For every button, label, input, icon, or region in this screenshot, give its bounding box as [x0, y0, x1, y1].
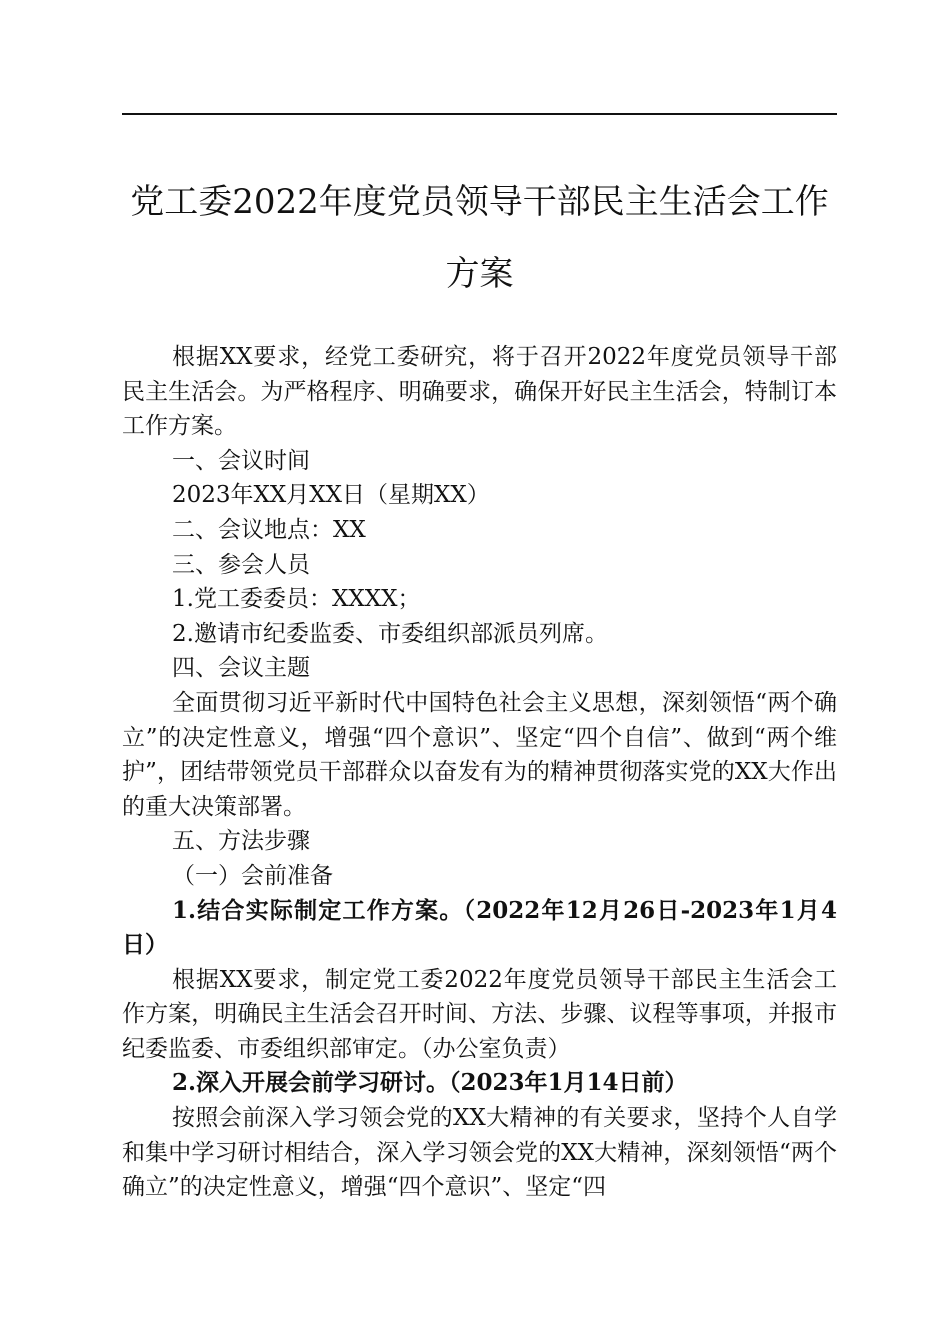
section-heading-steps: 五、方法步骤 — [172, 828, 310, 855]
step-heading-1: 1.结合实际制定工作方案。（2022年12月26日-2023年1月4日） — [122, 896, 837, 959]
document-title: 党工委2022年度党员领导干部民主生活会工作方案 — [130, 182, 829, 294]
header-rule — [122, 113, 837, 115]
paragraph-step-1: 根据XX要求，制定党工委2022年度党员领导干部民主生活会工作方案，明确民主生活会召开时间、方法、步骤、议程等事项，并报市纪委监委、市委组织部审定。（办公室负责） — [122, 966, 837, 1062]
section-heading-meeting-place: 二、会议地点：XX — [172, 516, 366, 543]
section-heading-meeting-time: 一、会议时间 — [172, 447, 310, 474]
paragraph-intro: 根据XX要求，经党工委研究，将于召开2022年度党员领导干部民主生活会。为严格程序、明确要求，确保开好民主生活会，特制订本工作方案。 — [122, 344, 837, 440]
paragraph-theme: 全面贯彻习近平新时代中国特色社会主义思想，深刻领悟“两个确立”的决定性意义，增强“四个意识”、坚定“四个自信”、做到“两个维护”，团结带领党员干部群众以奋发有为的精神贯彻落实党的XX大作出的重大决策部署。 — [122, 689, 837, 820]
attendee-item-2: 2.邀请市纪委监委、市委组织部派员列席。 — [172, 620, 608, 647]
section-heading-attendees: 三、参会人员 — [172, 551, 310, 578]
section-heading-theme: 四、会议主题 — [172, 655, 310, 682]
subsection-heading-preparation: （一）会前准备 — [172, 862, 333, 889]
step-heading-2: 2.深入开展会前学习研讨。（2023年1月14日前） — [172, 1069, 688, 1097]
attendee-item-1: 1.党工委委员：XXXX； — [172, 586, 421, 613]
meeting-date: 2023年XX月XX日（星期XX） — [172, 482, 490, 509]
paragraph-step-2: 按照会前深入学习领会党的XX大精神的有关要求，坚持个人自学和集中学习研讨相结合，深入学习领会党的XX大精神，深刻领悟“两个确立”的决定性意义，增强“四个意识”、坚定“四 — [122, 1105, 837, 1201]
document-body — [122, 340, 837, 1205]
